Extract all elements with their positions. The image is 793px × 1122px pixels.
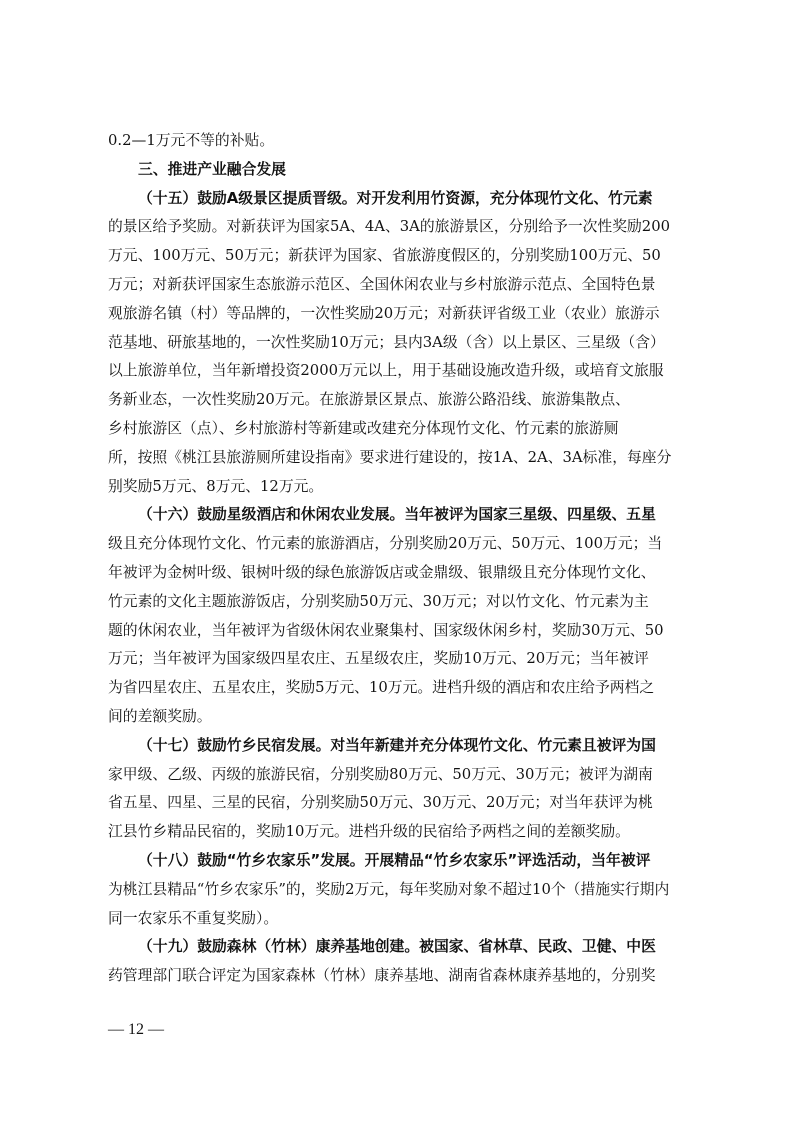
clause-15-line: （十五）鼓励A级景区提质晋级。对开发利用竹资源，充分体现竹文化、竹元素 xyxy=(138,189,653,207)
text-line: 的景区给予奖励。对新获评为国家5A、4A、3A的旅游景区，分别给予一次性奖励200 xyxy=(108,218,671,236)
text-line: 乡村旅游区（点）、乡村旅游村等新建或改建充分体现竹文化、竹元素的旅游厕 xyxy=(108,420,619,437)
text-line: 万元；当年被评为国家级四星农庄、五星级农庄，奖励10万元、20万元；当年被评 xyxy=(108,650,649,668)
text-line: 务新业态，一次性奖励20万元。在旅游景区景点、旅游公路沿线、旅游集散点、 xyxy=(108,391,630,409)
text-line: 为桃江县精品“竹乡农家乐”的，奖励2万元，每年奖励对象不超过10个（措施实行期内 xyxy=(108,880,670,898)
text-line: 省五星、四星、三星的民宿，分别奖励50万元、30万元、20万元；对当年获评为桃 xyxy=(108,794,653,812)
text-line: 范基地、研旅基地的，一次性奖励10万元；县内3A级（含）以上景区、三星级（含） xyxy=(108,333,665,351)
text-line: 级且充分体现竹文化、竹元素的旅游酒店，分别奖励20万元、50万元、100万元；当 xyxy=(108,535,663,553)
text-line: 年被评为金树叶级、银树叶级的绿色旅游饭店或金鼎级、银鼎级且充分体现竹文化、 xyxy=(108,564,656,581)
clause-17-line: （十七）鼓励竹乡民宿发展。对当年新建并充分体现竹文化、竹元素且被评为国 xyxy=(138,736,656,754)
text-line: 药管理部门联合评定为国家森林（竹林）康养基地、湖南省森林康养基地的，分别奖 xyxy=(108,967,656,985)
text-line: 以上旅游单位，当年新增投资2000万元以上，用于基础设施改造升级，或培育文旅服 xyxy=(108,362,664,380)
text-line: 江县竹乡精品民宿的，奖励10万元。进档升级的民宿给予两档之间的差额奖励。 xyxy=(108,823,630,841)
text-line: 所，按照《桃江县旅游厕所建设指南》要求进行建设的，按1A、2A、3A标准，每座分 xyxy=(108,448,672,466)
text-line: 同一农家乐不重复奖励）。 xyxy=(108,909,279,927)
text-line: 万元、100万元、50万元；新获评为国家、省旅游度假区的，分别奖励100万元、50 xyxy=(108,247,661,265)
clause-19-line: （十九）鼓励森林（竹林）康养基地创建。被国家、省林草、民政、卫健、中医 xyxy=(138,938,656,956)
section-heading: 三、推进产业融合发展 xyxy=(138,160,286,178)
text-line: 题的休闲农业，当年被评为省级休闲农业聚集村、国家级休闲乡村，奖励30万元、50 xyxy=(108,621,664,639)
text-line: 万元；对新获评国家生态旅游示范区、全国休闲农业与乡村旅游示范点、全国特色景 xyxy=(108,276,656,293)
clause-16-line: （十六）鼓励星级酒店和休闲农业发展。当年被评为国家三星级、四星级、五星 xyxy=(138,506,656,524)
text-line: 为省四星农庄、五星农庄，奖励5万元、10万元。进档升级的酒店和农庄给予两档之 xyxy=(108,679,655,697)
text-line: 观旅游名镇（村）等品牌的，一次性奖励20万元；对新获评省级工业（农业）旅游示 xyxy=(108,304,660,322)
clause-18-line: （十八）鼓励“竹乡农家乐”发展。开展精品“竹乡农家乐”评选活动，当年被评 xyxy=(138,852,651,869)
text-line: 间的差额奖励。 xyxy=(108,708,212,725)
text-line: 竹元素的文化主题旅游饭店，分别奖励50万元、30万元；对以竹文化、竹元素为主 xyxy=(108,592,649,610)
text-line: 家甲级、乙级、丙级的旅游民宿，分别奖励80万元、50万元、30万元；被评为湖南 xyxy=(108,765,653,783)
page-number: — 12 — xyxy=(108,1021,164,1038)
text-line: 0.2—1万元不等的补贴。 xyxy=(108,132,275,149)
text-line: 别奖励5万元、8万元、12万元。 xyxy=(108,477,324,495)
